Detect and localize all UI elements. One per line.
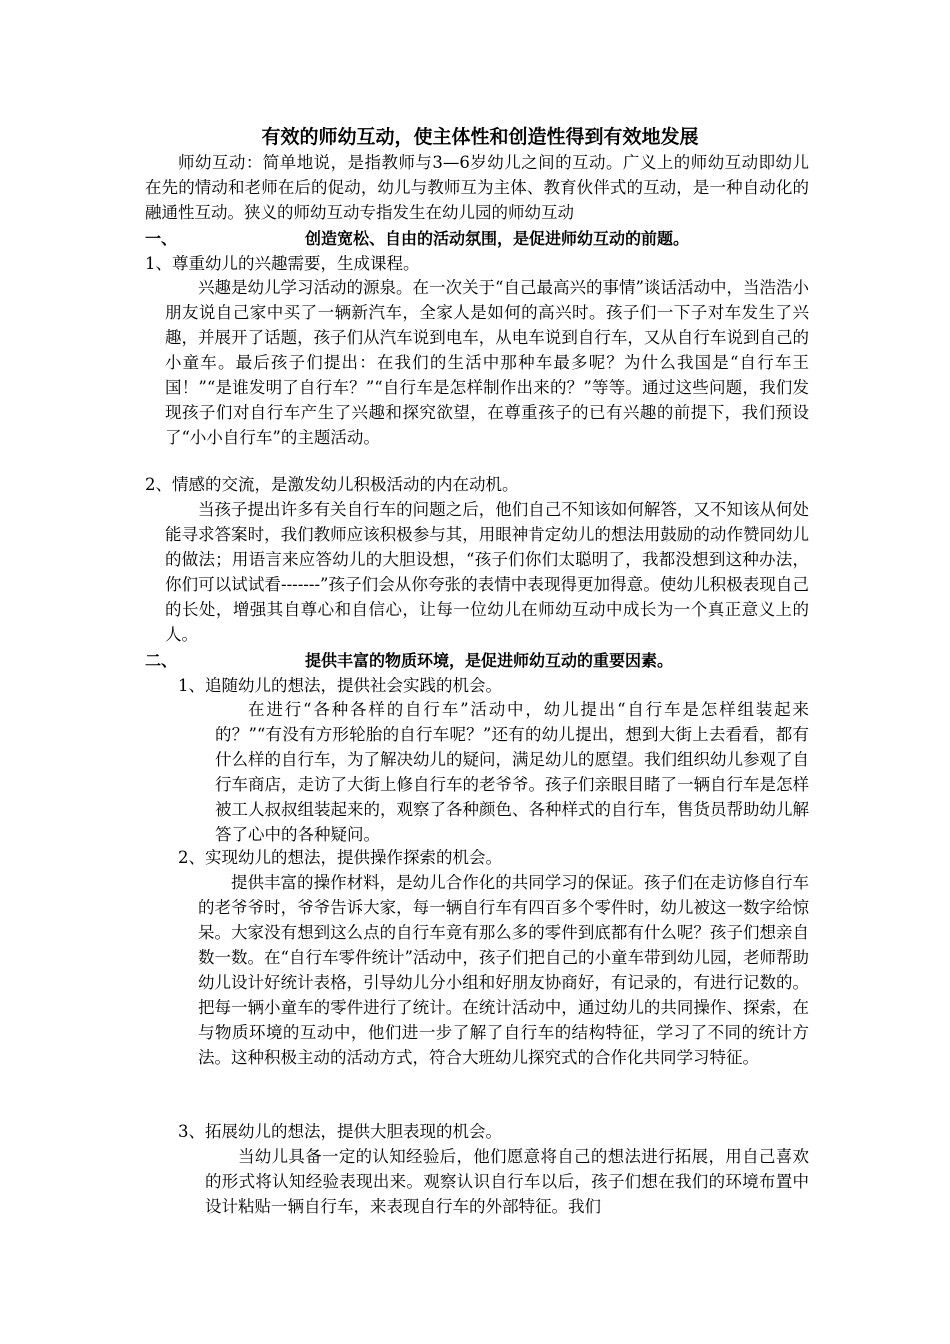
section-2-item-1-label: 1、追随幼儿的想法，提供社会实践的机会。 <box>178 676 502 695</box>
section-2-title: 提供丰富的物质环境，是促进师幼互动的重要因素。 <box>305 651 674 670</box>
section-2-item-3-text: 当幼儿具备一定的认知经验后，他们愿意将自己的想法进行拓展，用自己喜欢的形式将认知经验表现出来。观察认识自行车以后，孩子们想在我们的环境布置中设计粘贴一辆自行车，来表现自行车的外部特征。我们 <box>205 1147 809 1216</box>
section-2-item-2-text: 提供丰富的操作材料，是幼儿合作化的共同学习的保证。孩子们在走访修自行车的老爷爷时，爷爷告诉大家，每一辆自行车有四百多个零件时，幼儿被这一数字给惊呆。大家没有想到这么点的自行车竟有那么多的零件到底都有什么呢？孩子们想亲自数一数。在“自行车零件统计”活动中，孩子们把自己的小童车带到幼儿园，老师帮助幼儿设计好统计表格，引导幼儿分小组和好朋友协商好，有记录的，有进行记数的。把每一辆小童车的零件进行了统计。在统计活动中，通过幼儿的共同操作、探索，在与物质环境的互动中，他们进一步了解了自行车的结构特征，学习了不同的统计方法。这种积极主动的活动方式，符合大班幼儿探究式的合作化共同学习特征。 <box>198 873 809 1067</box>
section-1-heading <box>145 227 825 251</box>
section-2-item-1-text: 在进行“各种各样的自行车”活动中，幼儿提出“自行车是怎样组装起来的？”“有没有方形轮胎的自行车呢？”还有的幼儿提出，想到大街上去看看，都有什么样的自行车，为了解决幼儿的疑问，满足幼儿的愿望。我们组织幼儿参观了自行车商店，走访了大街上修自行车的老爷爷。孩子们亲眼目睹了一辆自行车是怎样被工人叔叔组装起来的，观察了各种颜色、各种样式的自行车，售货员帮助幼儿解答了心中的各种疑问。 <box>215 700 809 844</box>
section-1-item-2-label: 2、情感的交流，是激发幼儿积极活动的内在动机。 <box>145 475 519 494</box>
section-1-number: 一、 <box>145 229 178 248</box>
section-1-title: 创造宽松、自由的活动氛围，是促进师幼互动的前题。 <box>305 229 690 248</box>
section-1-item-1-text: 兴趣是幼儿学习活动的源泉。在一次关于“自己最高兴的事情”谈话活动中，当浩浩小朋友说自己家中买了一辆新汽车，全家人是如何的高兴时。孩子们一下子对车发生了兴趣，并展开了话题，孩子们从汽车说到电车，从电车说到自行车，又从自行车说到自己的小童车。最后孩子们提出：在我们的生活中那种车最多呢？为什么我国是“自行车王国！”“是谁发明了自行车？”“自行车是怎样制作出来的？”等等。通过这些问题，我们发现孩子们对自行车产生了兴趣和探究欲望，在尊重孩子的已有兴趣的前提下，我们预设了“小小自行车”的主题活动。 <box>165 278 809 447</box>
section-1-item-1-label: 1、尊重幼儿的兴趣需要，生成课程。 <box>145 254 420 273</box>
intro-paragraph: 师幼互动：简单地说，是指教师与3—6岁幼儿之间的互动。广义上的师幼互动即幼儿在先的情动和老师在后的促动，幼儿与教师互为主体、教育伙伴式的互动，是一种自动化的融通性互动。狭义的师幼互动专指发生在幼儿园的师幼互动 <box>145 153 809 222</box>
section-1-item-2-text: 当孩子提出许多有关自行车的问题之后，他们自己不知该如何解答，又不知该从何处能寻求答案时，我们教师应该积极参与其，用眼神肯定幼儿的想法用鼓励的动作赞同幼儿的做法；用语言来应答幼儿的大胆设想，“孩子们你们太聪明了，我都没想到这种办法，你们可以试试看-------”孩子们会从你夸张的表情中表现得更加得意。使幼儿积极表现自己的长处，增强其自尊心和自信心，让每一位幼儿在师幼互动中成长为一个真正意义上的人。 <box>165 500 809 644</box>
section-2-item-2-label: 2、实现幼儿的想法，提供操作探索的机会。 <box>178 848 502 867</box>
section-2-heading <box>145 649 825 673</box>
document-title: 有效的师幼互动，使主体性和创造性得到有效地发展 <box>261 126 699 148</box>
section-2-number: 二、 <box>145 651 178 670</box>
section-2-item-3-label: 3、拓展幼儿的想法，提供大胆表现的机会。 <box>178 1122 502 1141</box>
